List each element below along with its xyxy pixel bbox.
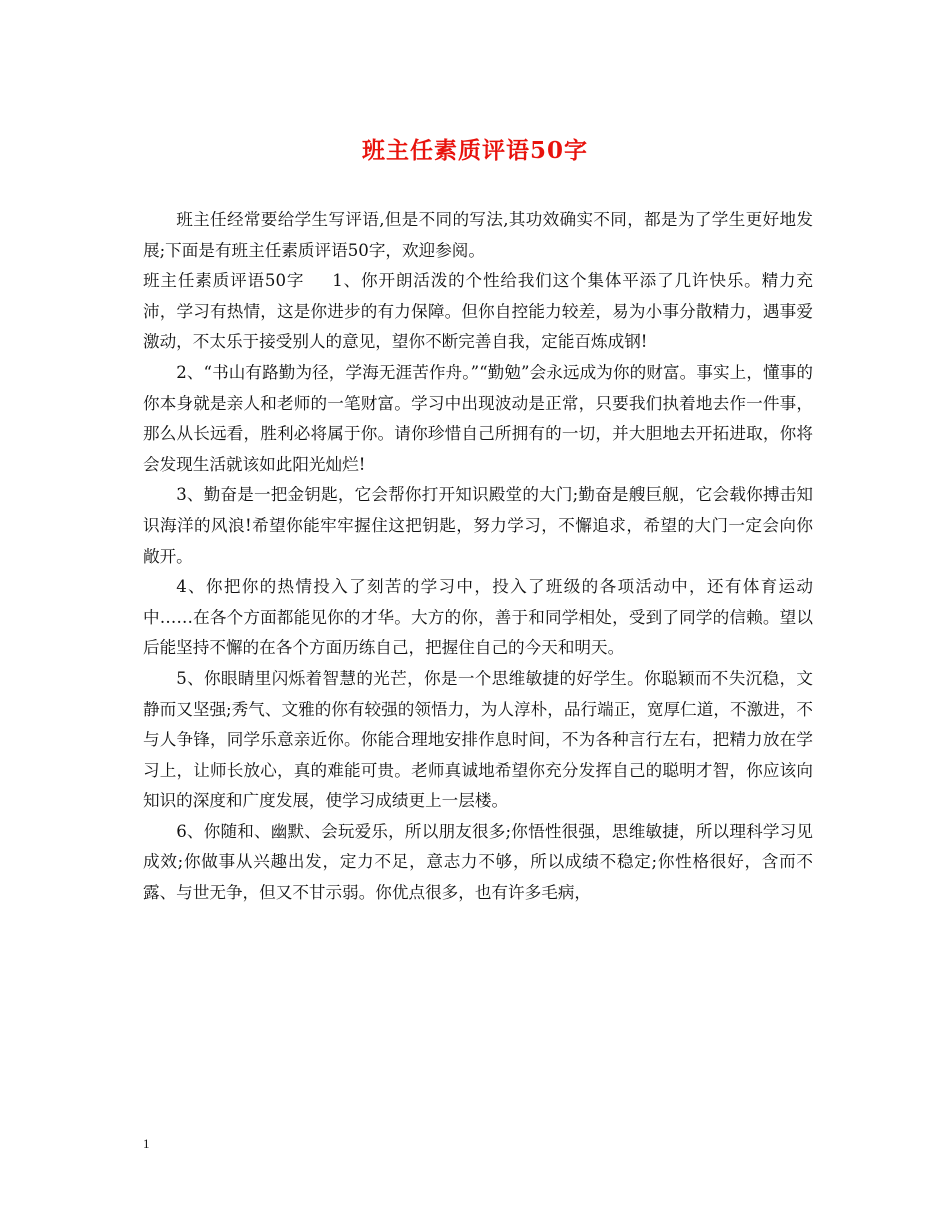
comment-2-paragraph: 2、“书山有路勤为径，学海无涯苦作舟。”“勤勉”会永远成为你的财富。事实上，懂事的你本身就是亲人和老师的一笔财富。学习中出现波动是正常，只要我们执着地去作一件事，那么从长远看，胜利必将属于你。请你珍惜自己所拥有的一切，并大胆地去开拓进取，你将会发现生活就该如此阳光灿烂! bbox=[143, 362, 813, 474]
section-label: 班主任素质评语50字 bbox=[143, 271, 305, 291]
comment-6-paragraph: 6、你随和、幽默、会玩爱乐，所以朋友很多;你悟性很强，思维敏捷，所以理科学习见成效;你做事从兴趣出发，定力不足，意志力不够，所以成绩不稳定;你性格很好，含而不露、与世无争，但又不甘示弱。你优点很多，也有许多毛病， bbox=[143, 821, 813, 903]
comment-4-paragraph: 4、你把你的热情投入了刻苦的学习中，投入了班级的各项活动中，还有体育运动中……在各个方面都能见你的才华。大方的你，善于和同学相处，受到了同学的信赖。望以后能坚持不懈的在各个方面历练自己，把握住自己的今天和明天。 bbox=[143, 577, 813, 658]
intro-paragraph: 班主任经常要给学生写评语,但是不同的写法,其功效确实不同，都是为了学生更好地发展;下面是有班主任素质评语50字，欢迎参阅。 bbox=[143, 210, 813, 260]
page-number: 1 bbox=[143, 1136, 150, 1151]
comment-3-paragraph: 3、勤奋是一把金钥匙，它会帮你打开知识殿堂的大门;勤奋是艘巨舰，它会载你搏击知识海洋的风浪!希望你能牢牢握住这把钥匙，努力学习，不懈追求，希望的大门一定会向你敞开。 bbox=[143, 485, 813, 566]
document-title: 班主任素质评语50字 bbox=[361, 137, 588, 164]
document-body bbox=[143, 205, 813, 909]
comment-1-text: 1、你开朗活泼的个性给我们这个集体平添了几许快乐。精力充沛，学习有热情，这是你进步的有力保障。但你自控能力较差，易为小事分散精力，遇事爱激动，不太乐于接受别人的意见，望你不断完善自我，定能百炼成钢! bbox=[143, 271, 813, 352]
first-comment-paragraph bbox=[143, 266, 813, 358]
comment-5-paragraph: 5、你眼睛里闪烁着智慧的光芒，你是一个思维敏捷的好学生。你聪颖而不失沉稳，文静而又坚强;秀气、文雅的你有较强的领悟力，为人淳朴，品行端正，宽厚仁道，不激进，不与人争锋，同学乐意亲近你。你能合理地安排作息时间，不为各种言行左右，把精力放在学习上，让师长放心，真的难能可贵。老师真诚地希望你充分发挥自己的聪明才智，你应该向知识的深度和广度发展，使学习成绩更上一层楼。 bbox=[143, 668, 813, 811]
